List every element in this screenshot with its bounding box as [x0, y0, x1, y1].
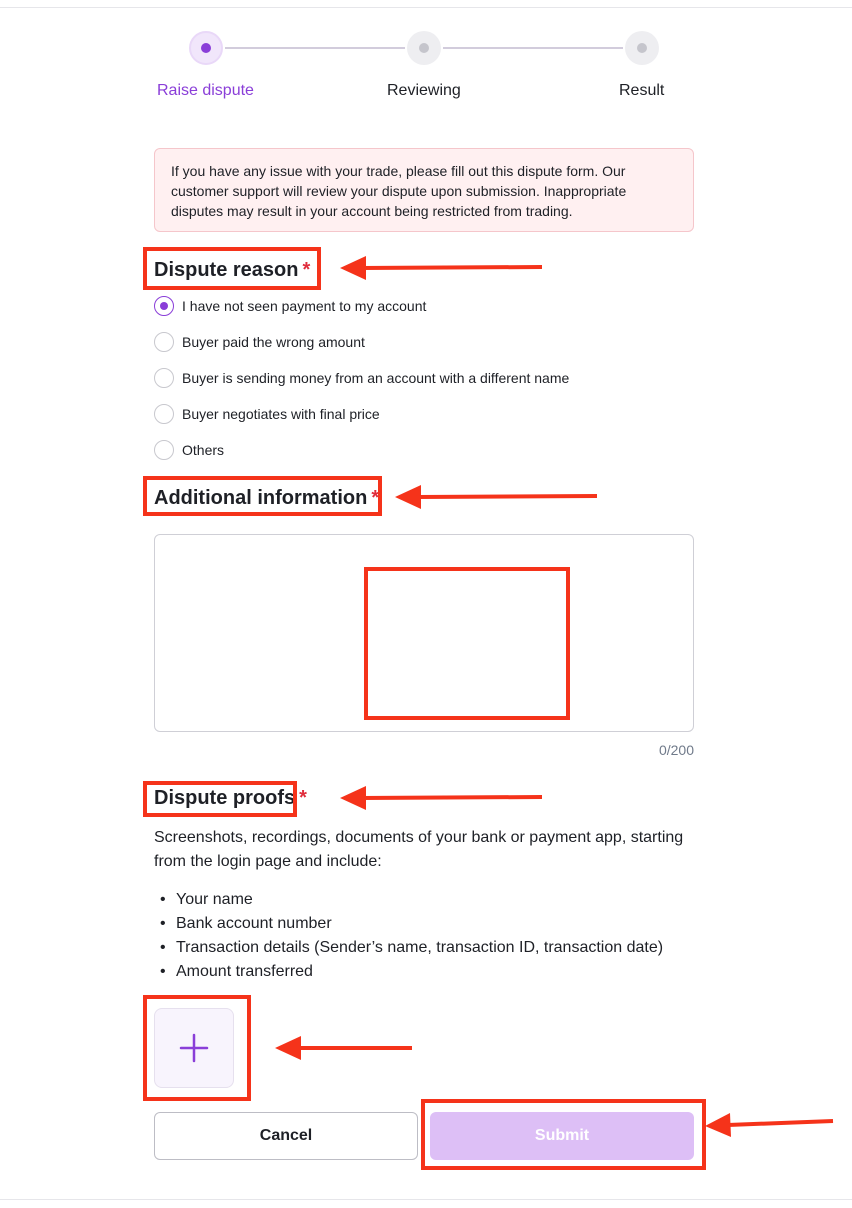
- annotation-arrow-icon: [705, 1113, 833, 1137]
- bullet-glyph: •: [160, 963, 166, 980]
- dispute-reason-title-text: Dispute reason: [154, 259, 299, 281]
- dispute-proofs-description: Screenshots, recordings, documents of your bank or payment app, starting from the login page and include:: [154, 829, 684, 870]
- reason-option-label: I have not seen payment to my account: [182, 298, 427, 314]
- cancel-button[interactable]: Cancel: [154, 1112, 418, 1160]
- dispute-warning-notice: If you have any issue with your trade, please fill out this dispute form. Our customer support will review your dispute upon submission. Inappropriate disputes may result in your account being restricted from trading.: [154, 148, 694, 232]
- character-counter: 0/200: [658, 742, 694, 758]
- step-label-raise-dispute: Raise dispute: [157, 82, 254, 99]
- submit-button[interactable]: Submit: [430, 1112, 694, 1160]
- list-item-text: Amount transferred: [176, 963, 313, 980]
- required-asterisk: *: [299, 787, 307, 809]
- reason-option-label: Buyer is sending money from an account with a different name: [182, 370, 570, 386]
- annotation-arrow-icon: [340, 256, 542, 280]
- annotation-arrow-icon: [275, 1036, 412, 1060]
- reason-option-label: Buyer paid the wrong amount: [182, 334, 365, 350]
- reason-option-label: Others: [182, 442, 225, 458]
- step-label-result: Result: [619, 82, 665, 99]
- bullet-glyph: •: [160, 939, 166, 956]
- step-label-reviewing: Reviewing: [387, 82, 461, 99]
- list-item-text: Your name: [176, 891, 253, 908]
- additional-info-title-text: Additional information: [154, 487, 368, 509]
- list-item-text: Transaction details (Sender’s name, transaction ID, transaction date): [176, 939, 664, 956]
- bullet-glyph: •: [160, 891, 166, 908]
- reason-option-label: Buyer negotiates with final price: [182, 406, 380, 422]
- required-asterisk: *: [371, 487, 380, 509]
- required-asterisk: *: [302, 259, 311, 281]
- list-item-text: Bank account number: [176, 915, 332, 932]
- annotation-arrow-icon: [395, 485, 597, 509]
- bullet-glyph: •: [160, 915, 166, 932]
- annotation-arrow-icon: [340, 786, 542, 810]
- dispute-proofs-title-text: Dispute proofs: [154, 787, 296, 809]
